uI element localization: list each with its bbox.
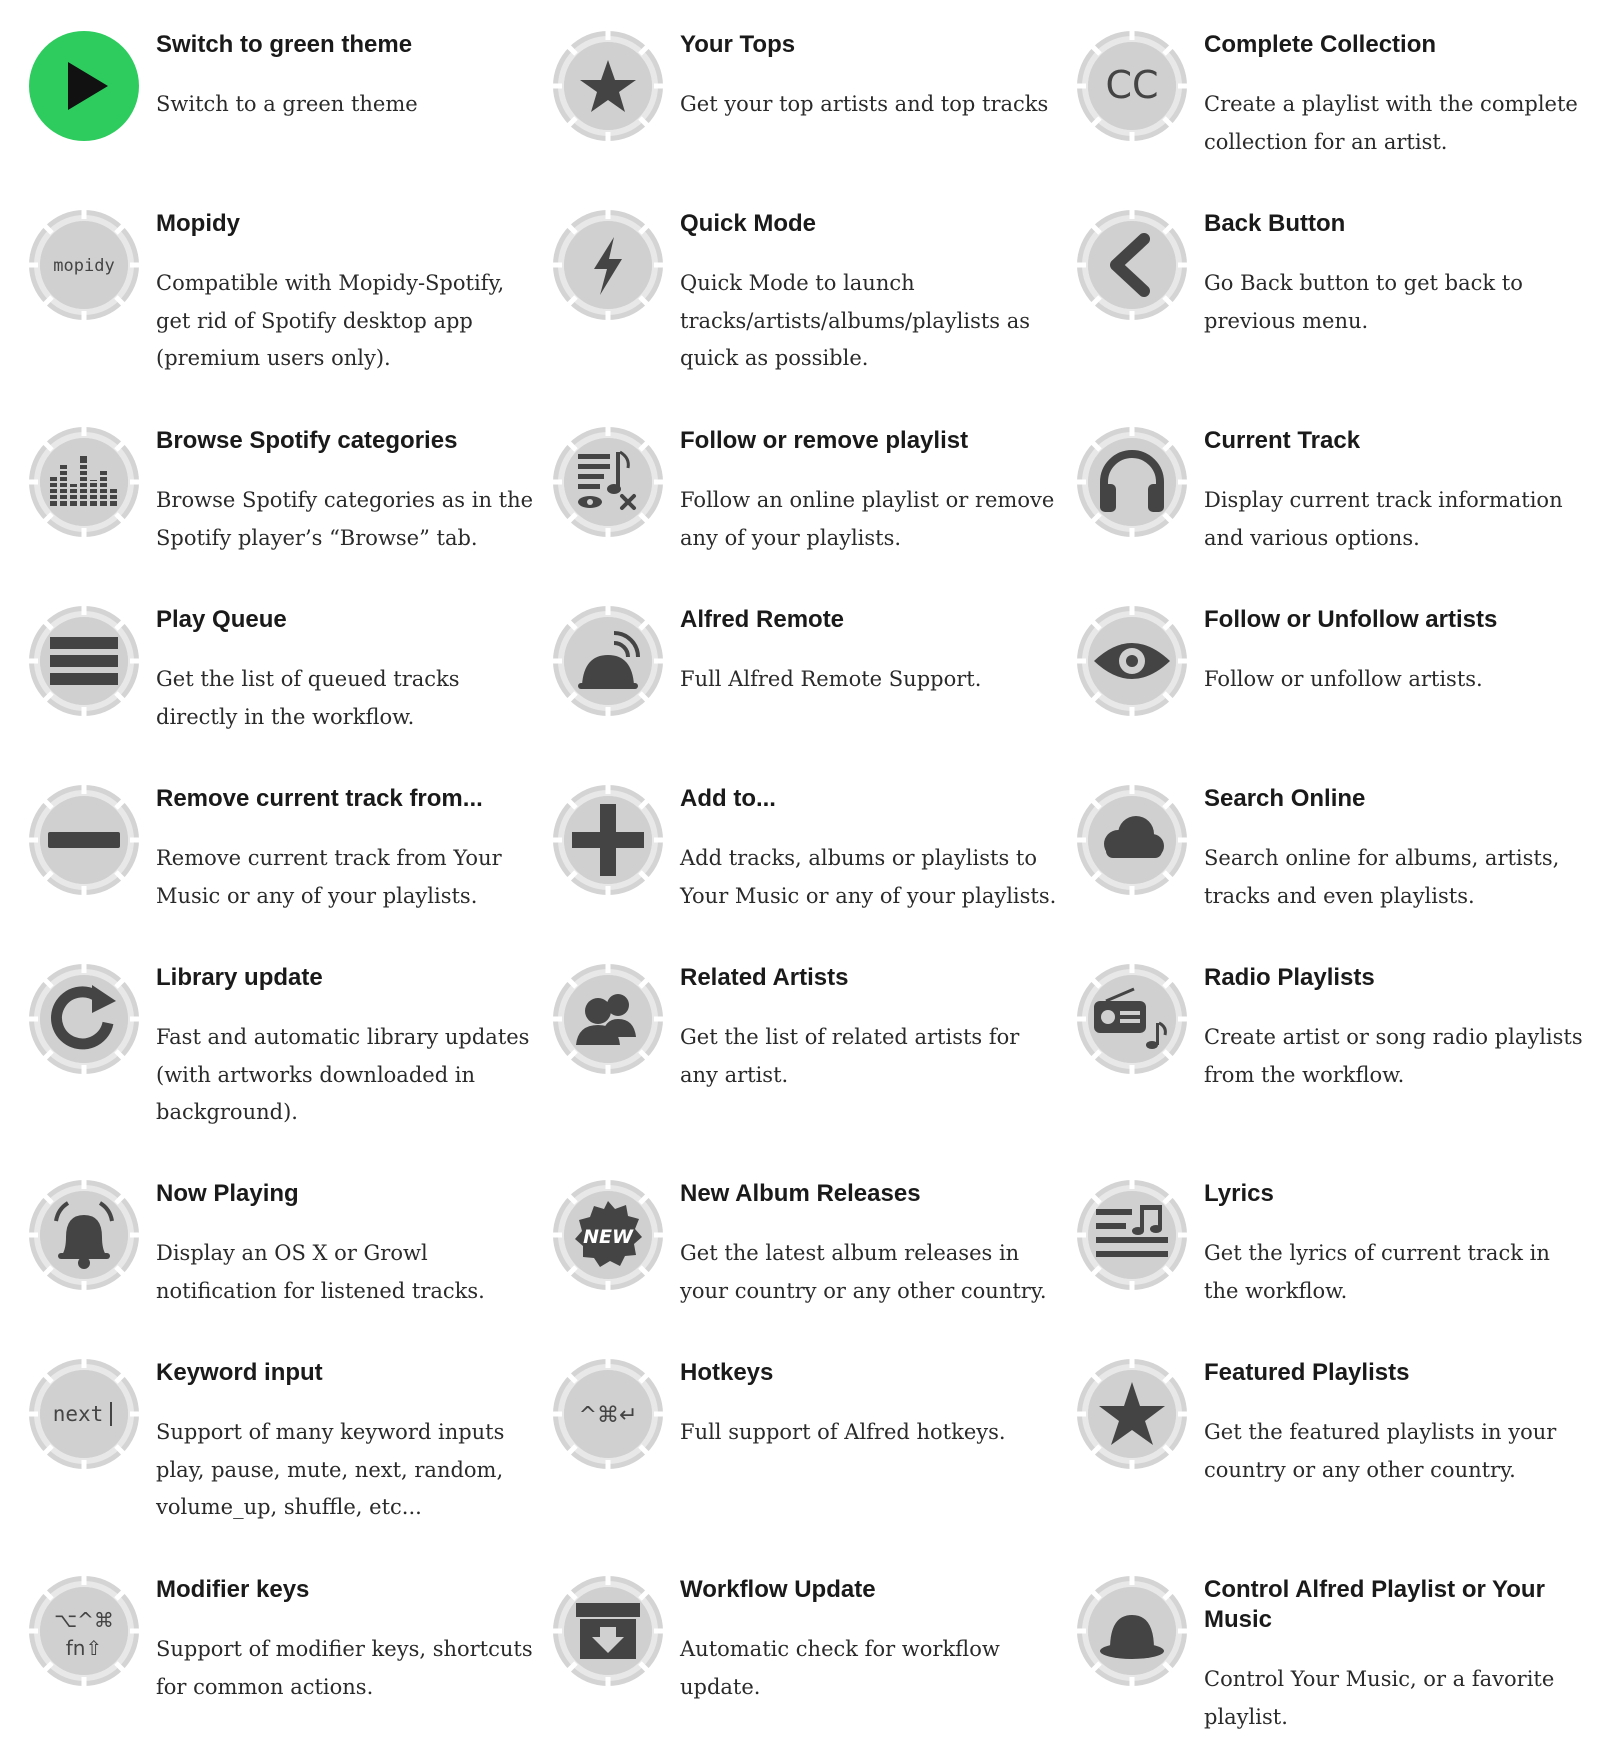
feature-description: Display current track information and various options. <box>1204 488 1563 550</box>
feature-now-playing <box>28 1179 548 1359</box>
play-icon[interactable] <box>28 30 140 142</box>
feature-description: Remove current track from Your Music or any of your playlists. <box>156 846 502 908</box>
feature-complete-collection <box>1076 30 1596 210</box>
feature-related-artists <box>552 963 1072 1143</box>
feature-title: Follow or remove playlist <box>680 427 969 454</box>
plus-icon[interactable] <box>552 784 664 896</box>
svg-text:next: next <box>52 1402 104 1426</box>
feature-description: Get the list of related artists for any artist. <box>680 1025 1020 1087</box>
star-icon[interactable] <box>1076 1358 1188 1470</box>
svg-text:NEW: NEW <box>583 1226 633 1248</box>
feature-description: Control Your Music, or a favorite playlist. <box>1204 1667 1555 1729</box>
feature-title: Control Alfred Playlist or Your Music <box>1204 1576 1545 1633</box>
feature-title: Add to... <box>680 785 776 812</box>
feature-title: Featured Playlists <box>1204 1359 1410 1386</box>
feature-remove-current-track <box>28 784 548 964</box>
feature-title: Switch to green theme <box>156 31 413 58</box>
svg-text:^⌘↵: ^⌘↵ <box>578 1403 638 1428</box>
feature-description: Get the latest album releases in your country or any other country. <box>680 1241 1047 1303</box>
svg-text:fn⇧: fn⇧ <box>65 1636 103 1660</box>
svg-text:⌥^⌘: ⌥^⌘ <box>54 1608 114 1632</box>
feature-description: Add tracks, albums or playlists to Your Music or any of your playlists. <box>680 846 1057 908</box>
bell-icon[interactable] <box>28 1179 140 1291</box>
feature-description: Quick Mode to launch tracks/artists/albums/playlists as quick as possible. <box>680 271 1031 370</box>
feature-title: Hotkeys <box>680 1359 774 1386</box>
feature-featured-playlists <box>1076 1358 1596 1538</box>
feature-keyword-input <box>28 1358 548 1538</box>
bowler-hat-icon[interactable] <box>1076 1575 1188 1687</box>
archive-download-icon[interactable] <box>552 1575 664 1687</box>
keyword-icon[interactable] <box>28 1358 140 1470</box>
refresh-icon[interactable] <box>28 963 140 1075</box>
feature-description: Full Alfred Remote Support. <box>680 667 982 691</box>
feature-title: Browse Spotify categories <box>156 427 458 454</box>
feature-title: Current Track <box>1204 427 1361 454</box>
chevron-left-icon[interactable] <box>1076 209 1188 321</box>
feature-control-alfred-playlist <box>1076 1575 1596 1755</box>
svg-text:mopidy: mopidy <box>53 256 115 276</box>
feature-add-to <box>552 784 1072 964</box>
minus-icon[interactable] <box>28 784 140 896</box>
feature-title: Library update <box>156 964 323 991</box>
feature-description: Switch to a green theme <box>156 92 418 116</box>
feature-title: Remove current track from... <box>156 785 483 812</box>
star-icon[interactable] <box>552 30 664 142</box>
feature-title: Related Artists <box>680 964 849 991</box>
feature-quick-mode <box>552 209 1072 389</box>
feature-description: Browse Spotify categories as in the Spotify player’s “Browse” tab. <box>156 488 534 550</box>
feature-play-queue <box>28 605 548 785</box>
feature-switch-green-theme <box>28 30 548 210</box>
feature-title: Play Queue <box>156 606 287 633</box>
svg-text:CC: CC <box>1105 63 1159 107</box>
feature-description: Follow an online playlist or remove any of your playlists. <box>680 488 1055 550</box>
feature-description: Automatic check for workflow update. <box>680 1637 1000 1699</box>
new-badge-icon[interactable] <box>552 1179 664 1291</box>
feature-description: Display an OS X or Growl notification for listened tracks. <box>156 1241 485 1303</box>
feature-follow-unfollow-artists <box>1076 605 1596 785</box>
feature-mopidy <box>28 209 548 389</box>
radio-icon[interactable] <box>1076 963 1188 1075</box>
equalizer-icon[interactable] <box>28 426 140 538</box>
lightning-icon[interactable] <box>552 209 664 321</box>
feature-description: Support of many keyword inputs play, pause, mute, next, random, volume_up, shuffle, etc... <box>156 1420 505 1519</box>
feature-title: Workflow Update <box>680 1576 876 1603</box>
feature-title: Mopidy <box>156 210 240 237</box>
feature-description: Get the list of queued tracks directly in the workflow. <box>156 667 460 729</box>
modifier-keys-icon[interactable] <box>28 1575 140 1687</box>
feature-library-update <box>28 963 548 1143</box>
feature-title: Complete Collection <box>1204 31 1437 58</box>
feature-alfred-remote <box>552 605 1072 785</box>
headphones-icon[interactable] <box>1076 426 1188 538</box>
feature-lyrics <box>1076 1179 1596 1359</box>
feature-description: Full support of Alfred hotkeys. <box>680 1420 1006 1444</box>
mopidy-icon[interactable] <box>28 209 140 321</box>
feature-description: Search online for albums, artists, tracks and even playlists. <box>1204 846 1560 908</box>
feature-title: Keyword input <box>156 1359 323 1386</box>
feature-radio-playlists <box>1076 963 1596 1143</box>
lyrics-icon[interactable] <box>1076 1179 1188 1291</box>
feature-current-track <box>1076 426 1596 606</box>
feature-title: Modifier keys <box>156 1576 310 1603</box>
feature-description: Get the lyrics of current track in the workflow. <box>1204 1241 1550 1303</box>
feature-hotkeys <box>552 1358 1072 1538</box>
feature-workflow-update <box>552 1575 1072 1755</box>
feature-title: Follow or Unfollow artists <box>1204 606 1498 633</box>
cc-icon[interactable] <box>1076 30 1188 142</box>
feature-follow-remove-playlist <box>552 426 1072 606</box>
feature-title: Your Tops <box>680 31 796 58</box>
remote-icon[interactable] <box>552 605 664 717</box>
feature-description: Fast and automatic library updates (with artworks downloaded in background). <box>156 1025 530 1124</box>
feature-new-album-releases <box>552 1179 1072 1359</box>
users-icon[interactable] <box>552 963 664 1075</box>
feature-title: Now Playing <box>156 1180 299 1207</box>
feature-title: Quick Mode <box>680 210 817 237</box>
queue-icon[interactable] <box>28 605 140 717</box>
feature-title: Radio Playlists <box>1204 964 1375 991</box>
feature-description: Follow or unfollow artists. <box>1204 667 1483 691</box>
feature-description: Create artist or song radio playlists from the workflow. <box>1204 1025 1583 1087</box>
feature-description: Support of modifier keys, shortcuts for common actions. <box>156 1637 533 1699</box>
playlist-remove-icon[interactable] <box>552 426 664 538</box>
feature-title: Back Button <box>1204 210 1346 237</box>
feature-title: New Album Releases <box>680 1180 921 1207</box>
feature-description: Get your top artists and top tracks <box>680 92 1049 116</box>
feature-back-button <box>1076 209 1596 389</box>
cloud-icon[interactable] <box>1076 784 1188 896</box>
feature-modifier-keys <box>28 1575 548 1755</box>
feature-your-tops <box>552 30 1072 210</box>
feature-description: Create a playlist with the complete collection for an artist. <box>1204 92 1578 154</box>
feature-description: Get the featured playlists in your country or any other country. <box>1204 1420 1557 1482</box>
feature-browse-categories <box>28 426 548 606</box>
feature-description: Go Back button to get back to previous menu. <box>1204 271 1523 333</box>
feature-title: Lyrics <box>1204 1180 1274 1207</box>
feature-title: Alfred Remote <box>680 606 845 633</box>
feature-search-online <box>1076 784 1596 964</box>
feature-description: Compatible with Mopidy-Spotify, get rid of Spotify desktop app (premium users only). <box>156 271 505 370</box>
hotkeys-icon[interactable] <box>552 1358 664 1470</box>
feature-title: Search Online <box>1204 785 1366 812</box>
eye-icon[interactable] <box>1076 605 1188 717</box>
